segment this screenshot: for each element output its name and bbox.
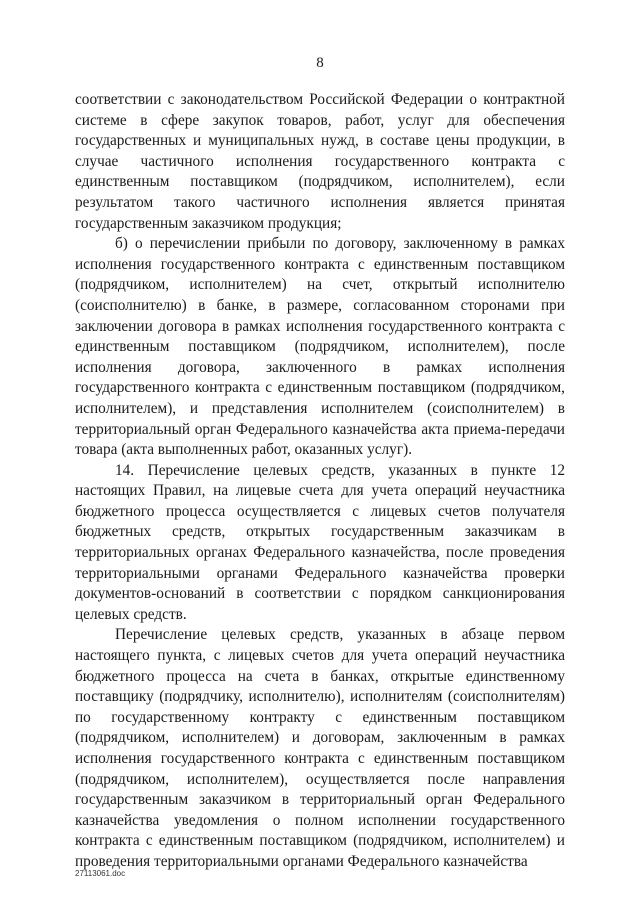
page-number: 8 — [316, 55, 324, 71]
paragraph-14-transfer: 14. Перечисление целевых средств, указанных в пункте 12 настоящих Правил, на лицевые счета для учета операций неучастника бюджетного процесса осуществляется с лицевых счетов получателя бюджетных средств, открытых государственным заказчикам в территориальных органах Федерального казначейства, после проведения территориальными органами Федерального казначейства проверки документов-оснований в соответствии с порядком санкционирования целевых средств. — [75, 461, 565, 623]
paragraph-continuation: соответствии с законодательством Российской Федерации о контрактной системе в сфере закупок товаров, работ, услуг для обеспечения государственных и муниципальных нужд, в составе цены продукции, в случае частичного исполнения государственного контракта с единственным поставщиком (подрядчиком, исполнителем), если результатом такого частичного исполнения является принятая государственным заказчиком продукция; — [75, 91, 565, 232]
document-body — [75, 90, 565, 873]
paragraph-b-profit-transfer: б) о перечислении прибыли по договору, заключенному в рамках исполнения государственного контракта с единственным поставщиком (подрядчиком, исполнителем) на счет, открытый исполнителю (соисполнителю) в банке, в размере, согласованном сторонами при заключении договора в рамках исполнения государственного контракта с единственным поставщиком (подрядчиком, исполнителем), после исполнения договора, заключенного в рамках исполнения государственного контракта с единственным поставщиком (подрядчиком, исполнителем), и представления исполнителем (соисполнителем) в территориальный орган Федерального казначейства акта приема-передачи товара (акта выполненных работ, оказанных услуг). — [75, 235, 565, 459]
document-footer-filename: 27113061.doc — [75, 869, 126, 878]
paragraph-transfer-to-banks: Перечисление целевых средств, указанных в абзаце первом настоящего пункта, с лицевых счетов для учета операций неучастника бюджетного процесса на счета в банках, открытые единственному поставщику (подрядчику, исполнителю), исполнителям (соисполнителям) по государственному контракту с единственным поставщиком (подрядчиком, исполнителем) и договорам, заключенным в рамках исполнения государственного контракта с единственным поставщиком (подрядчиком, исполнителем), осуществляется после направления государственным заказчиком в территориальный орган Федерального казначейства уведомления о полном исполнении государственного контракта с единственным поставщиком (подрядчиком, исполнителем) и проведения территориальными органами Федерального казначейства — [75, 626, 565, 870]
